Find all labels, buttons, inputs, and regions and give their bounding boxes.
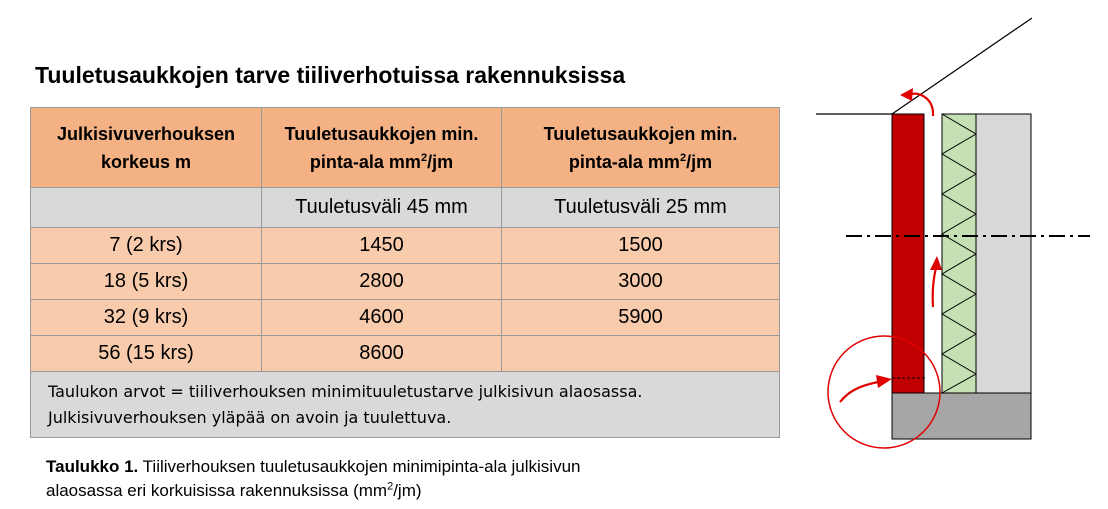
- table-cell: 1500: [502, 228, 780, 264]
- air-inlet-arrowhead: [876, 375, 892, 388]
- air-outlet-arrow: [910, 94, 933, 116]
- table-row: [31, 228, 780, 264]
- table-subheader-row: [31, 188, 780, 228]
- header-cell-area-25: Tuuletusaukkojen min. pinta-ala $mm^2/jm$: [502, 108, 780, 188]
- air-flow-arrow: [933, 268, 936, 307]
- table-cell: 32 (9 krs): [31, 300, 262, 336]
- table-cell: 4600: [262, 300, 502, 336]
- roof-line: [816, 18, 1032, 114]
- table-cell: 18 (5 krs): [31, 264, 262, 300]
- table-row: [31, 336, 780, 372]
- table-cell: 8600: [262, 336, 502, 372]
- wall-section-diagram: [800, 0, 1100, 470]
- table-note: Taulukon arvot = tiiliverhouksen minimituuletustarve julkisivun alaosassa. Julkisivuverhouksen yläpää on avoin ja tuulettuva.: [31, 372, 780, 438]
- table-row: [31, 264, 780, 300]
- air-inlet-arrow: [840, 382, 878, 402]
- header-cell-height: Julkisivuverhouksen korkeus m: [31, 108, 262, 188]
- table-cell: Tuuletusväli 45 mm: [262, 188, 502, 228]
- table-cell: 5900: [502, 300, 780, 336]
- inner-wall: [976, 114, 1031, 393]
- table-cell: 56 (15 krs): [31, 336, 262, 372]
- brick-cladding: [892, 114, 924, 393]
- table-note-row: [31, 372, 780, 438]
- table-cell: [31, 188, 262, 228]
- table-cell: 7 (2 krs): [31, 228, 262, 264]
- table-row: [31, 300, 780, 336]
- table-cell: [502, 336, 780, 372]
- caption-label: Taulukko 1.: [46, 457, 139, 476]
- page-title: Tuuletusaukkojen tarve tiiliverhotuissa rakennuksissa: [35, 62, 626, 88]
- air-outlet-arrowhead: [900, 88, 913, 101]
- air-flow-arrowhead: [930, 256, 942, 270]
- foundation-block: [892, 393, 1031, 439]
- table-header-row: [31, 108, 780, 188]
- table-cell: Tuuletusväli 25 mm: [502, 188, 780, 228]
- table-caption: Taulukko 1. Tiiliverhouksen tuuletusaukkojen minimipinta-ala julkisivun alaosassa eri korkuisissa rakennuksissa $(mm^2/jm)$: [46, 457, 581, 500]
- table-cell: 2800: [262, 264, 502, 300]
- table-cell: 1450: [262, 228, 502, 264]
- header-cell-area-45: Tuuletusaukkojen min. pinta-ala $mm^2/jm$: [262, 108, 502, 188]
- table-cell: 3000: [502, 264, 780, 300]
- ventilation-table: [30, 107, 780, 438]
